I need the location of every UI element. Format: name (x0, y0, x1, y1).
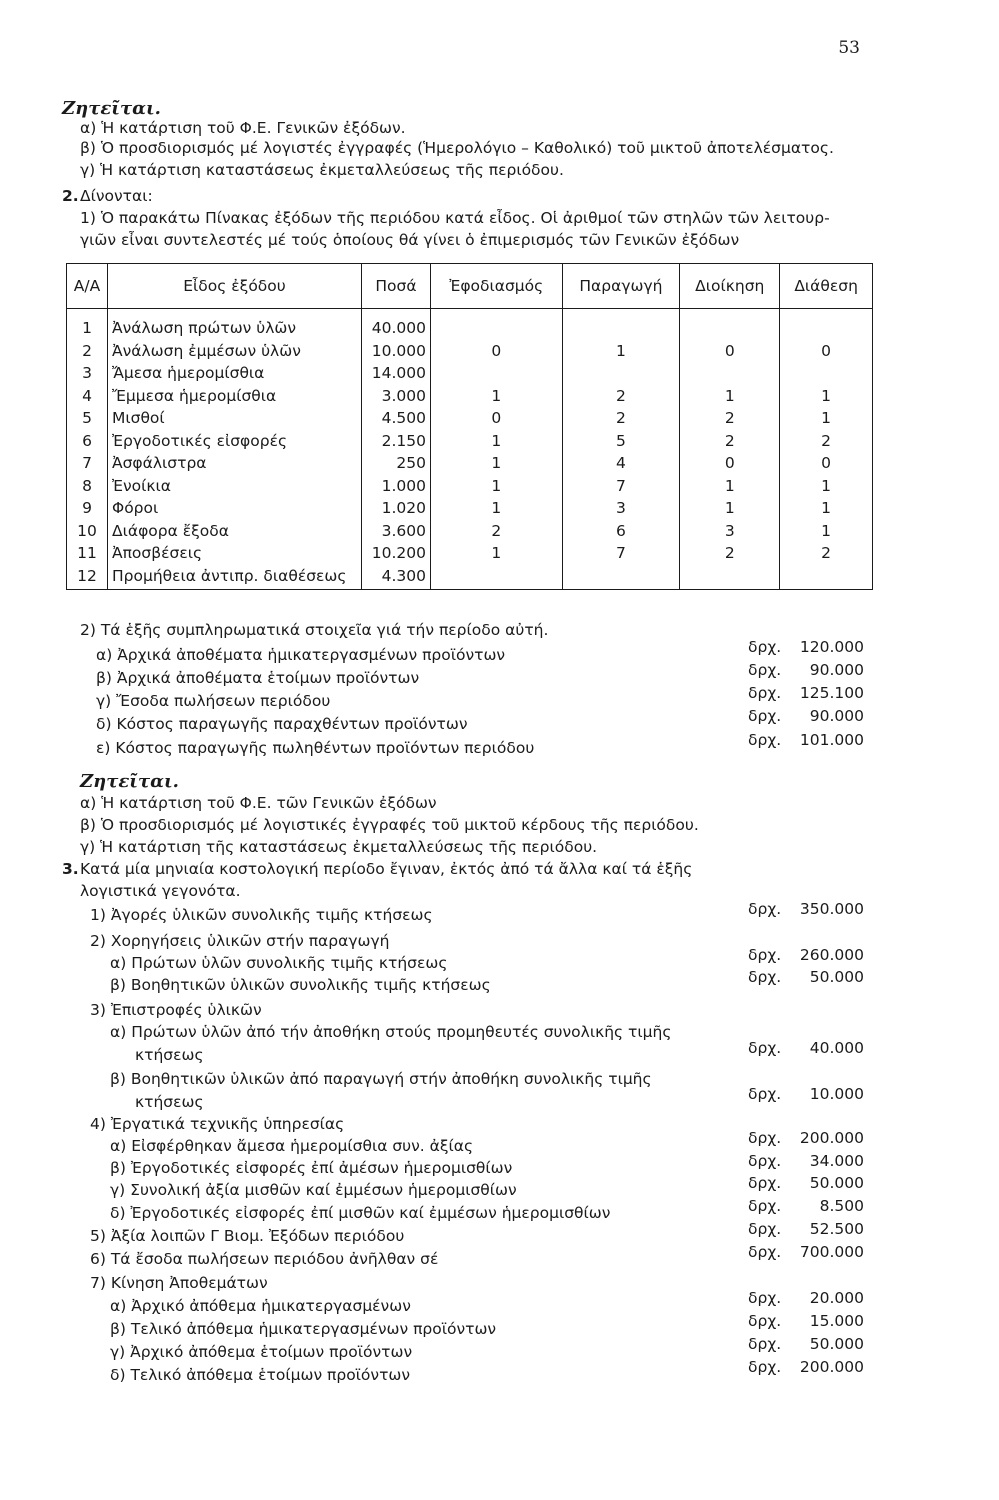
p3-amount-5: δρχ. 52.500 (748, 1220, 864, 1238)
row-aa: 1 (67, 309, 108, 340)
row-distribution: 1 (780, 497, 873, 520)
p3-item-1: 1) Ἀγορές ὑλικῶν συνολικῆς τιμῆς κτήσεως (90, 906, 433, 924)
row-admin: 3 (680, 520, 780, 543)
row-kind: Ἀποσβέσεις (108, 542, 362, 565)
col-header-kind: Εἶδος ἐξόδου (108, 264, 362, 309)
section1-item-b: β) Ὁ προσδιορισμός μέ λογιστές ἐγγραφές (Ἡμερολόγιο – Καθολικό) τοῦ μικτοῦ ἀποτελέσματος. (80, 139, 834, 157)
currency-label: δρχ. (748, 638, 782, 656)
row-supply: 1 (431, 542, 563, 565)
p3-amount-7a: δρχ. 20.000 (748, 1289, 864, 1307)
row-distribution (780, 309, 873, 340)
row-amount: 1.000 (362, 475, 431, 498)
col-header-admin: Διοίκηση (680, 264, 780, 309)
row-distribution: 1 (780, 475, 873, 498)
section2-item-a: α) Ἡ κατάρτιση τοῦ Φ.Ε. τῶν Γενικῶν ἐξόδων (80, 794, 437, 812)
row-aa: 10 (67, 520, 108, 543)
p3-item-4: 4) Ἐργατικά τεχνικῆς ὑπηρεσίας (90, 1115, 345, 1133)
row-production: 1 (562, 340, 680, 363)
row-production: 7 (562, 542, 680, 565)
p3-amount-4b: δρχ. 34.000 (748, 1152, 864, 1170)
amount-value: 120.000 (799, 638, 864, 656)
row-aa: 3 (67, 362, 108, 385)
row-aa: 8 (67, 475, 108, 498)
row-amount: 10.200 (362, 542, 431, 565)
row-admin: 1 (680, 385, 780, 408)
row-production: 5 (562, 430, 680, 453)
row-supply: 1 (431, 430, 563, 453)
extra-item-label: ε) Κόστος παραγωγῆς πωληθέντων προϊόντων περιόδου (96, 739, 535, 757)
row-production: 6 (562, 520, 680, 543)
row-production: 7 (562, 475, 680, 498)
section2-item-c: γ) Ἡ κατάρτιση τῆς καταστάσεως ἐκμεταλλεύσεως τῆς περιόδου. (80, 838, 598, 856)
row-admin: 2 (680, 542, 780, 565)
p3-item-3a-line2: κτήσεως (135, 1046, 204, 1064)
p3-amount-7d: δρχ. 200.000 (748, 1358, 864, 1376)
row-production: 4 (562, 452, 680, 475)
expense-table (66, 263, 873, 590)
row-aa: 9 (67, 497, 108, 520)
extra-item-label: γ) Ἔσοδα πωλήσεων περιόδου (96, 692, 331, 710)
p3-item-3: 3) Ἐπιστροφές ὑλικῶν (90, 1001, 262, 1019)
section1-item-a: α) Ἡ κατάρτιση τοῦ Φ.Ε. Γενικῶν ἐξόδων. (80, 119, 406, 137)
row-distribution: 0 (780, 452, 873, 475)
problem2-intro-line2: γιῶν εἶναι συντελεστές μέ τούς ὁποίους θά γίνει ὁ ἐπιμερισμός τῶν Γενικῶν ἐξόδων (80, 231, 740, 249)
row-amount: 10.000 (362, 340, 431, 363)
p3-item-4a: α) Εἰσφέρθηκαν ἄμεσα ἡμερομίσθια συν. ἀξίας (110, 1137, 474, 1155)
table-row (67, 475, 873, 498)
p3-item-3b-line2: κτήσεως (135, 1093, 204, 1111)
row-production: 2 (562, 407, 680, 430)
table-row (67, 407, 873, 430)
row-amount: 4.300 (362, 565, 431, 590)
p3-amount-4c: δρχ. 50.000 (748, 1174, 864, 1192)
problem3-intro-line2: λογιστικά γεγονότα. (80, 882, 241, 900)
section2-item-b: β) Ὁ προσδιορισμός μέ λογιστικές ἐγγραφές τοῦ μικτοῦ κέρδους τῆς περιόδου. (80, 816, 699, 834)
col-header-aa: Α/Α (67, 264, 108, 309)
expense-table-header (67, 264, 873, 309)
extra-item-label: β) Ἀρχικά ἀποθέματα ἑτοίμων προϊόντων (96, 669, 420, 687)
row-aa: 11 (67, 542, 108, 565)
row-supply: 1 (431, 452, 563, 475)
p3-item-3b-line1: β) Βοηθητικῶν ὑλικῶν ἀπό παραγωγή στήν ἀποθήκη συνολικῆς τιμῆς (110, 1070, 652, 1088)
row-production (562, 565, 680, 590)
extra-item-amount (748, 730, 864, 750)
table-row (67, 497, 873, 520)
p3-item-2: 2) Χορηγήσεις ὑλικῶν στήν παραγωγή (90, 932, 390, 950)
row-amount: 250 (362, 452, 431, 475)
row-kind: Ἔμμεσα ἡμερομίσθια (108, 385, 362, 408)
problem3-number: 3. (62, 860, 79, 878)
p3-item-7: 7) Κίνηση Ἀποθεμάτων (90, 1274, 268, 1292)
row-aa: 5 (67, 407, 108, 430)
row-kind: Ἀσφάλιστρα (108, 452, 362, 475)
row-kind: Ἐργοδοτικές εἰσφορές (108, 430, 362, 453)
p3-item-7d: δ) Τελικό ἀπόθεμα ἑτοίμων προϊόντων (110, 1366, 411, 1384)
row-supply: 1 (431, 475, 563, 498)
p3-amount-2b: δρχ. 50.000 (748, 968, 864, 986)
p3-amount-4d: δρχ. 8.500 (748, 1197, 864, 1215)
row-supply: 1 (431, 497, 563, 520)
row-distribution: 1 (780, 385, 873, 408)
row-kind: Ἀνάλωση ἐμμέσων ὑλῶν (108, 340, 362, 363)
p3-amount-3b: δρχ. 10.000 (748, 1085, 864, 1103)
problem2-number: 2. (62, 187, 79, 205)
p3-item-2a: α) Πρώτων ὑλῶν συνολικῆς τιμῆς κτήσεως (110, 954, 448, 972)
section1-heading: Ζητεῖται. (62, 98, 161, 119)
row-amount: 3.000 (362, 385, 431, 408)
p3-item-4d: δ) Ἐργοδοτικές εἰσφορές ἐπί μισθῶν καί ἐμμέσων ἡμερομισθίων (110, 1204, 611, 1222)
row-admin: 1 (680, 475, 780, 498)
row-admin: 0 (680, 340, 780, 363)
p3-amount-1: δρχ. 350.000 (748, 900, 864, 918)
p3-item-7b: β) Τελικό ἀπόθεμα ἡμικατεργασμένων προϊόντων (110, 1320, 497, 1338)
currency-label: δρχ. (748, 707, 782, 725)
p3-item-7c: γ) Ἀρχικό ἀπόθεμα ἑτοίμων προϊόντων (110, 1343, 413, 1361)
row-admin (680, 309, 780, 340)
table-row (67, 565, 873, 590)
row-distribution: 0 (780, 340, 873, 363)
p3-item-4b: β) Ἐργοδοτικές εἰσφορές ἐπί ἀμέσων ἡμερομισθίων (110, 1159, 513, 1177)
row-amount: 2.150 (362, 430, 431, 453)
col-header-amount: Ποσά (362, 264, 431, 309)
extra-item-amount (748, 660, 864, 680)
row-admin: 1 (680, 497, 780, 520)
row-distribution: 2 (780, 542, 873, 565)
row-amount: 14.000 (362, 362, 431, 385)
p3-amount-7c: δρχ. 50.000 (748, 1335, 864, 1353)
row-aa: 4 (67, 385, 108, 408)
row-aa: 6 (67, 430, 108, 453)
p3-item-2b: β) Βοηθητικῶν ὑλικῶν συνολικῆς τιμῆς κτήσεως (110, 976, 491, 994)
p3-amount-6: δρχ. 700.000 (748, 1243, 864, 1261)
row-supply: 0 (431, 407, 563, 430)
row-aa: 2 (67, 340, 108, 363)
p3-item-4c: γ) Συνολική ἀξία μισθῶν καί ἐμμέσων ἡμερομισθίων (110, 1181, 517, 1199)
row-distribution: 2 (780, 430, 873, 453)
table-row (67, 520, 873, 543)
p3-item-6: 6) Τά ἔσοδα πωλήσεων περιόδου ἀνῆλθαν σέ (90, 1250, 439, 1268)
problem2-intro-line1: 1) Ὁ παρακάτω Πίνακας ἐξόδων τῆς περιόδου κατά εἶδος. Οἱ ἀριθμοί τῶν στηλῶν τῶν λειτουρ- (80, 209, 830, 227)
row-supply: 1 (431, 385, 563, 408)
row-production: 3 (562, 497, 680, 520)
row-kind: Προμήθεια ἀντιπρ. διαθέσεως (108, 565, 362, 590)
amount-value: 125.100 (799, 684, 864, 702)
problem3-intro-line1: Κατά μία μηνιαία κοστολογική περίοδο ἔγιναν, ἐκτός ἀπό τά ἄλλα καί τά ἑξῆς (80, 860, 693, 878)
table-row (67, 385, 873, 408)
row-admin: 2 (680, 430, 780, 453)
row-amount: 40.000 (362, 309, 431, 340)
extra-item-label: δ) Κόστος παραγωγῆς παραχθέντων προϊόντων (96, 715, 468, 733)
row-amount: 3.600 (362, 520, 431, 543)
table-row (67, 309, 873, 340)
row-admin (680, 362, 780, 385)
extra-intro: 2) Τά ἑξῆς συμπληρωματικά στοιχεῖα γιά τήν περίοδο αὐτή. (80, 621, 549, 639)
row-distribution (780, 362, 873, 385)
section2-heading: Ζητεῖται. (80, 771, 179, 792)
extra-item-label: α) Ἀρχικά ἀποθέματα ἡμικατεργασμένων προϊόντων (96, 646, 506, 664)
row-supply: 0 (431, 340, 563, 363)
table-row (67, 340, 873, 363)
row-supply (431, 565, 563, 590)
col-header-production: Παραγωγή (562, 264, 680, 309)
p3-amount-2a: δρχ. 260.000 (748, 946, 864, 964)
p3-amount-3a: δρχ. 40.000 (748, 1039, 864, 1057)
col-header-distribution: Διάθεση (780, 264, 873, 309)
amount-value: 90.000 (809, 661, 864, 679)
row-production: 2 (562, 385, 680, 408)
row-supply (431, 362, 563, 385)
row-kind: Ἄμεσα ἡμερομίσθια (108, 362, 362, 385)
row-distribution: 1 (780, 407, 873, 430)
section1-item-c: γ) Ἡ κατάρτιση καταστάσεως ἐκμεταλλεύσεως τῆς περιόδου. (80, 161, 564, 179)
row-admin: 0 (680, 452, 780, 475)
extra-item-amount (748, 706, 864, 726)
currency-label: δρχ. (748, 731, 782, 749)
row-supply (431, 309, 563, 340)
row-supply: 2 (431, 520, 563, 543)
row-kind: Διάφορα ἔξοδα (108, 520, 362, 543)
table-row (67, 430, 873, 453)
row-kind: Ἐνοίκια (108, 475, 362, 498)
row-aa: 7 (67, 452, 108, 475)
extra-item-amount (748, 637, 864, 657)
row-production (562, 309, 680, 340)
p3-amount-7b: δρχ. 15.000 (748, 1312, 864, 1330)
currency-label: δρχ. (748, 661, 782, 679)
row-distribution (780, 565, 873, 590)
row-aa: 12 (67, 565, 108, 590)
table-row (67, 542, 873, 565)
row-amount: 4.500 (362, 407, 431, 430)
p3-item-5: 5) Ἀξία λοιπῶν Γ Βιομ. Ἐξόδων περιόδου (90, 1227, 405, 1245)
row-production (562, 362, 680, 385)
row-amount: 1.020 (362, 497, 431, 520)
currency-label: δρχ. (748, 684, 782, 702)
row-kind: Φόροι (108, 497, 362, 520)
amount-value: 101.000 (799, 731, 864, 749)
row-kind: Μισθοί (108, 407, 362, 430)
table-row (67, 362, 873, 385)
table-row (67, 452, 873, 475)
row-kind: Ἀνάλωση πρώτων ὑλῶν (108, 309, 362, 340)
row-distribution: 1 (780, 520, 873, 543)
extra-item-amount (748, 683, 864, 703)
col-header-supply: Ἐφοδιασμός (431, 264, 563, 309)
amount-value: 90.000 (809, 707, 864, 725)
p3-amount-4a: δρχ. 200.000 (748, 1129, 864, 1147)
page-number: 53 (838, 38, 860, 58)
row-admin (680, 565, 780, 590)
row-admin: 2 (680, 407, 780, 430)
p3-item-3a-line1: α) Πρώτων ὑλῶν ἀπό τήν ἀποθήκη στούς προμηθευτές συνολικῆς τιμῆς (110, 1023, 672, 1041)
problem2-title: Δίνονται: (80, 187, 153, 205)
p3-item-7a: α) Ἀρχικό ἀπόθεμα ἡμικατεργασμένων (110, 1297, 411, 1315)
